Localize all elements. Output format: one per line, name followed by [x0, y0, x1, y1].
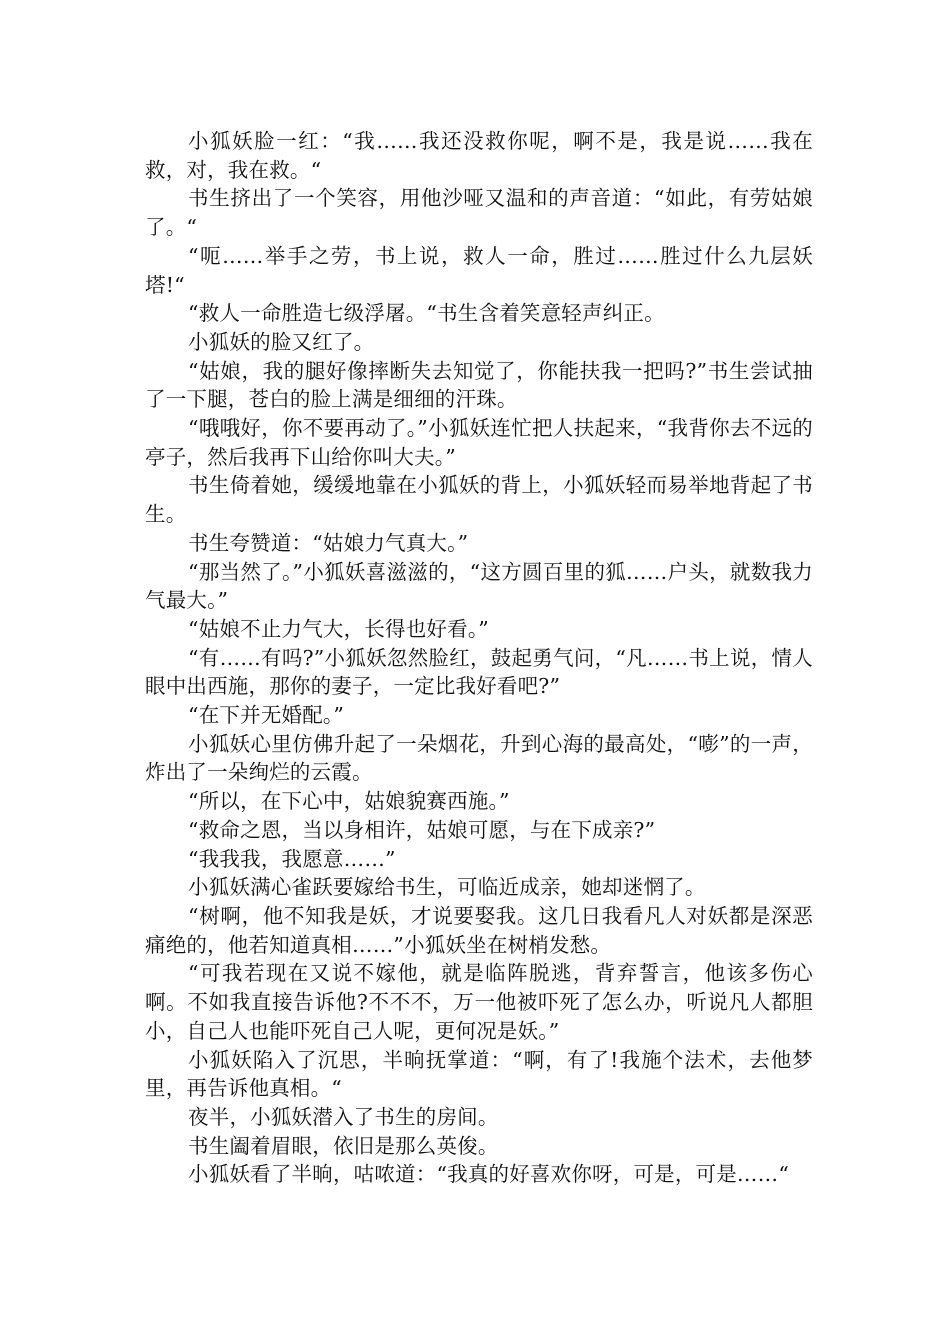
paragraph: “救人一命胜造七级浮屠。“书生含着笑意轻声纠正。 [188, 301, 665, 326]
paragraph: 书生挤出了一个笑容，用他沙哑又温和的声音道：“如此，有劳姑娘了。“ [145, 186, 813, 240]
paragraph: “有……有吗?”小狐妖忽然脸红，鼓起勇气问，“凡……书上说，情人眼中出西施，那你的妻子，一定比我好看吧?” [145, 645, 813, 699]
paragraph: “所以，在下心中，姑娘貌赛西施。” [188, 789, 510, 814]
paragraph: “可我若现在又说不嫁他，就是临阵脱逃，背弃誓言，他该多伤心啊。不如我直接告诉他?不不不，万一他被吓死了怎么办，听说凡人都胆小，自己人也能吓死自己人呢，更何况是妖。” [145, 961, 813, 1043]
paragraph: “在下并无婚配。” [188, 703, 345, 728]
paragraph: 书生阖着眉眼，依旧是那么英俊。 [188, 1133, 499, 1158]
paragraph: 小狐妖心里仿佛升起了一朵烟花，升到心海的最高处，“嘭”的一声，炸出了一朵绚烂的云霞。 [145, 731, 813, 785]
paragraph: “救命之恩，当以身相许，姑娘可愿，与在下成亲?” [188, 817, 656, 842]
paragraph: 小狐妖陷入了沉思，半晌抚掌道：“啊，有了!我施个法术，去他梦里，再告诉他真相。“ [145, 1047, 813, 1101]
paragraph: “姑娘，我的腿好像摔断失去知觉了，你能扶我一把吗?”书生尝试抽了一下腿，苍白的脸上满是细细的汗珠。 [145, 358, 813, 412]
story-text [145, 127, 813, 1189]
paragraph: 书生倚着她，缓缓地靠在小狐妖的背上，小狐妖轻而易举地背起了书生。 [145, 473, 813, 527]
paragraph: 小狐妖脸一红：“我……我还没救你呢，啊不是，我是说……我在救，对，我在救。“ [145, 129, 813, 182]
paragraph: “树啊，他不知我是妖，才说要娶我。这几日我看凡人对妖都是深恶痛绝的，他若知道真相……”小狐妖坐在树梢发愁。 [145, 903, 813, 957]
paragraph: “我我我，我愿意……” [188, 846, 396, 871]
paragraph: 小狐妖满心雀跃要嫁给书生，可临近成亲，她却迷惘了。 [188, 875, 706, 900]
paragraph: 小狐妖的脸又红了。 [188, 329, 375, 354]
paragraph: “那当然了。”小狐妖喜滋滋的，“这方圆百里的狐……户头，就数我力气最大。” [145, 559, 813, 613]
paragraph: “哦哦好，你不要再动了。”小狐妖连忙把人扶起来，“我背你去不远的亭子，然后我再下山给你叫大夫。” [145, 416, 813, 469]
paragraph: “呃……举手之劳，书上说，救人一命，胜过……胜过什么九层妖塔!“ [145, 243, 813, 297]
paragraph: 小狐妖看了半晌，咕哝道：“我真的好喜欢你呀，可是，可是……“ [188, 1162, 790, 1187]
paragraph: “姑娘不止力气大，长得也好看。” [188, 616, 489, 641]
paragraph: 夜半，小狐妖潜入了书生的房间。 [188, 1104, 499, 1129]
paragraph: 书生夸赞道：“姑娘力气真大。” [188, 530, 469, 555]
